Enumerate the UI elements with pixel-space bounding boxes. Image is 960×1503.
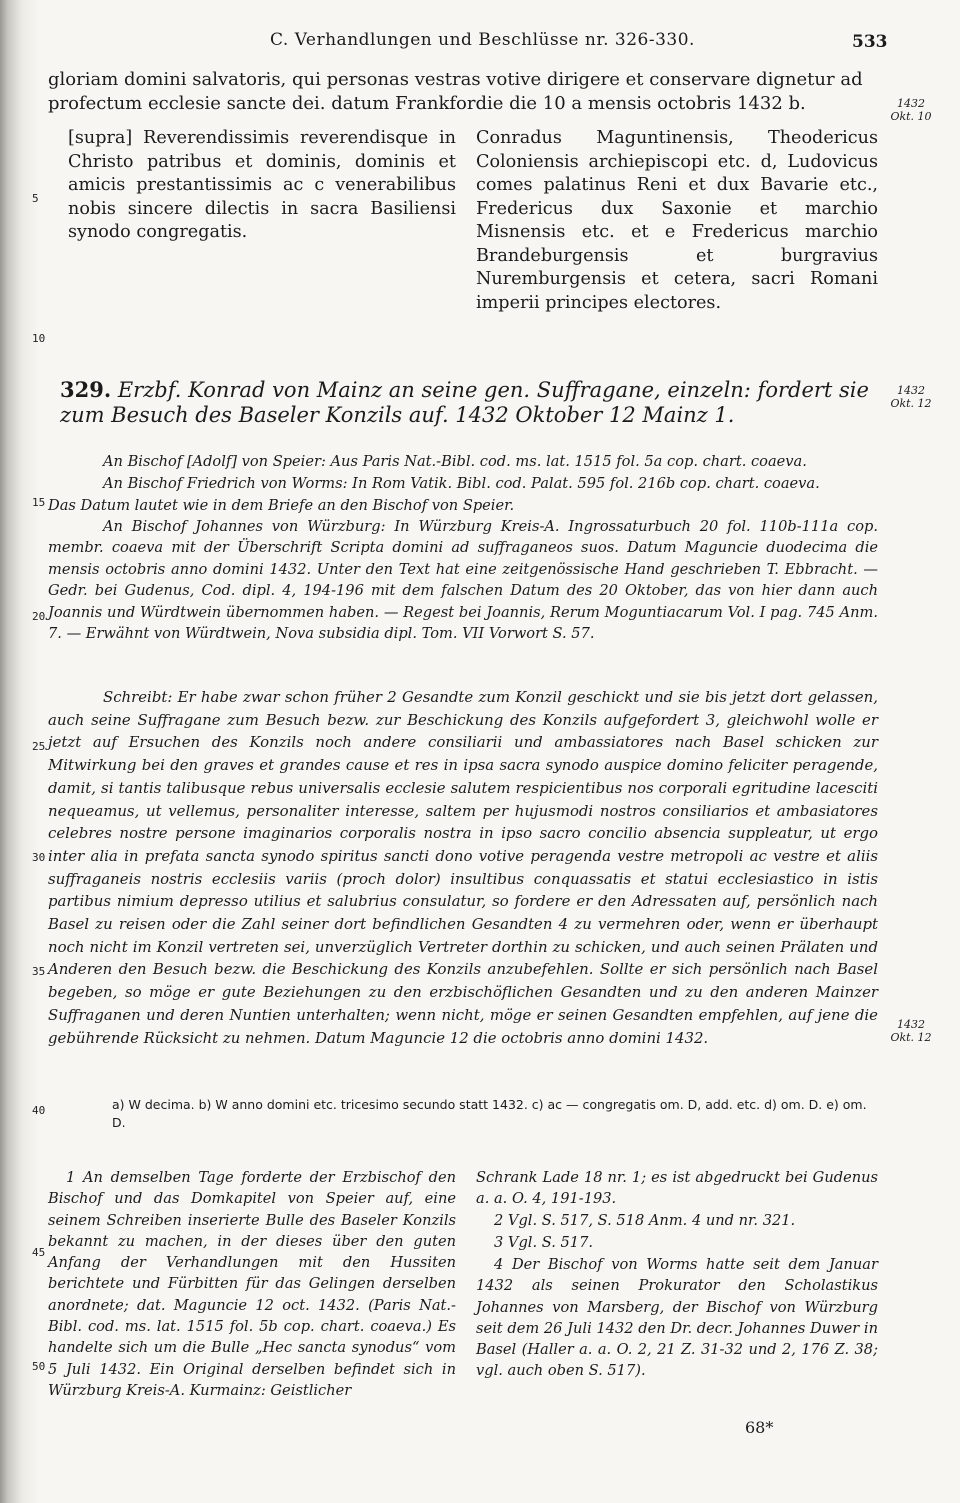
footnote-1-continued: Schrank Lade 18 nr. 1; es ist abgedruckt bei Gudenus a. a. O. 4, 191-193. <box>476 1169 878 1208</box>
running-header <box>0 30 960 56</box>
closing-line: gloriam domini salvatoris, qui personas vestras votive dirigere et conservare dignetur ad <box>48 69 863 90</box>
document-number: 329. <box>60 377 112 402</box>
letter-body: Schreibt: Er habe zwar schon früher 2 Gesandte zum Konzil geschickt und sie bis jetzt dort gelassen, auch seine Suffragane zum Besuch bezw. zur Beschickung des Konzils aufgefordert 3, gleichwohl wolle er jetzt auf Ersuchen des Konzils noch andere consiliarii und ambassiatores nach Basel schicken zur Mitwirkung bei den graves et grandes cause et res in ipsa sacra synodo auspice domino feliciter peragende, damit, si tantis talibusque rebus universalis ecclesie salutem respicientibus nos corporali egritudine lacesciti nequeamus, ut vellemus, personaliter interesse, saltem per hujusmodi nostros consiliarios et ambasiatores celebres nostre persone imaginarios corporalis nostra in ipso sacro concilio absencia suppleatur, ut ergo inter alia in prefata sancta synodo spiritus sancti dono votive peragenda vestre metropoli ac vestre et aliis suffraganeis nostris ecclesiis variis (proch dolor) insultibus conquassatis et statui ecclesiastico in istis partibus nimium depresso utilius et salubrius consulatur, so fordere er den Adressaten auf, persönlich nach Basel zu reisen oder die Zahl seiner dort befindlichen Gesandten 4 zu vermehren oder, wenn er überhaupt noch nicht im Konzil vertreten sei, unverzüglich Vertreter dorthin zu schicken, und auch seinen Prälaten und Anderen den Besuch bezw. die Beschickung des Konzils anzubefehlen. Sollte er sich persönlich nach Basel begeben, so möge er gute Beziehungen zu den erzbischöflichen Gesandten und zu den anderen Mainzer Suffraganen und deren Nuntien unterhalten; wenn nicht, möge er seinen Gesandten empfehlen, auf jene die gebührende Rücksicht zu nehmen. Datum Maguncie 12 die octobris anno domini 1432. <box>48 688 878 1047</box>
margin-date-3: 1432 Okt. 12 <box>890 1018 932 1044</box>
closing-line: profectum ecclesie sancte dei. datum Frankfordie die 10 a mensis octobris 1432 b. <box>48 92 806 114</box>
line-number: 20 <box>32 610 46 623</box>
footnote-4: 4 Der Bischof von Worms hatte seit dem Januar 1432 als seinen Prokurator den Scholastikus Johannes von Marsberg, der Bischof von Würzburg seit dem 26 Juli 1432 den Dr. decr. Johannes Duwer in Basel (Haller a. a. O. 2, 21 Z. 31-32 und 2, 176 Z. 38; vgl. auch oben S. 517). <box>476 1256 878 1380</box>
document-heading <box>60 377 880 428</box>
textual-variants: a) W decima. b) W anno domini etc. tricesimo secundo statt 1432. c) ac — congregatis om. D, add. etc. d) om. D. e) om. D. <box>112 1097 867 1130</box>
footnote-3: 3 Vgl. S. 517. <box>494 1234 593 1251</box>
line-number: 15 <box>32 496 46 509</box>
source-worms <box>48 473 878 494</box>
source-date-note: Das Datum lautet wie in dem Briefe an den Bischof von Speier. <box>48 497 515 514</box>
footnote-1: 1 An demselben Tage forderte der Erzbischof den Bischof und das Domkapitel von Speier auf, eine seinem Schreiben inserierte Bulle des Baseler Konzils bekannt zu machen, in der dieses über den guten Anfang der Verhandlungen mit den Hussiten berichtete und Fürbitten für das Gelingen derselben anordnete; dat. Maguncie 12 oct. 1432. (Paris Nat.-Bibl. cod. ms. lat. 1515 fol. 5b cop. chart. coaeva.) Es handelte sich um die Bulle „Hec sancta synodus“ vom 5 Juli 1432. Ein Original derselben befindet sich in Würzburg Kreis-A. Kurmainz: Geistlicher <box>48 1169 456 1399</box>
source-speier <box>48 451 878 472</box>
line-number: 10 <box>32 332 46 345</box>
footnote-2: 2 Vgl. S. 517, S. 518 Anm. 4 und nr. 321. <box>494 1212 796 1229</box>
source-wuerzburg: An Bischof Johannes von Würzburg: In Würzburg Kreis-A. Ingrossaturbuch 20 fol. 110b-111a cop. membr. coaeva mit der Überschrift Scripta domini ad suffraganeos suos. Datum Maguncie duodecima die mensis octobris anno domini 1432. Unter den Text hat eine zeitgenössische Hand geschrieben T. Ebbracht. — Gedr. bei Gudenus, Cod. dipl. 4, 194-196 mit dem falschen Datum des 20 Oktober, das von hier dann auch Joannis und Würdtwein übernommen haben. — Regest bei Joannis, Rerum Moguntiacarum Vol. I pag. 745 Anm. 7. — Erwähnt von Würdtwein, Nova subsidia dipl. Tom. VII Vorwort S. 57. <box>48 518 878 643</box>
running-title: C. Verhandlungen und Beschlüsse nr. 326-330. <box>270 30 695 50</box>
signature-mark: 68* <box>745 1418 774 1437</box>
line-number: 25 <box>32 740 46 753</box>
line-number: 30 <box>32 851 46 864</box>
margin-date-2: 1432 Okt. 12 <box>890 384 932 410</box>
line-number: 50 <box>32 1360 46 1373</box>
source-speier-text: An Bischof [Adolf] von Speier: Aus Paris Nat.-Bibl. cod. ms. lat. 1515 fol. 5a cop. chart. coaeva. <box>103 453 807 470</box>
page-number: 533 <box>852 32 888 52</box>
address-column: [supra] Reverendissimis reverendisque in Christo patribus et dominis, dominis et amicis prestantissimis ac c venerabilibus nobis sincere dilectis in sacra Basiliensi synodo congregatis. <box>68 128 456 242</box>
margin-date-1: 1432 Okt. 10 <box>890 97 932 123</box>
line-number: 35 <box>32 965 46 978</box>
source-worms-text: An Bischof Friedrich von Worms: In Rom Vatik. Bibl. cod. Palat. 595 fol. 216b cop. chart. coaeva. <box>103 475 820 492</box>
document-title: Erzbf. Konrad von Mainz an seine gen. Suffragane, einzeln: fordert sie zum Besuch des Baseler Konzils auf. 1432 Oktober 12 Mainz 1. <box>60 378 869 427</box>
letter-closing <box>48 68 878 115</box>
line-number: 5 <box>32 192 39 205</box>
line-number: 40 <box>32 1104 46 1117</box>
senders-column: Conradus Maguntinensis, Theodericus Coloniensis archiepiscopi etc. d, Ludovicus comes palatinus Reni et dux Bavarie etc., Fredericus dux Saxonie et marchio Misnensis etc. et e Fredericus marchio Brandeburgensis et burgravius Nuremburgensis et cetera, sacri Romani imperii principes electores. <box>476 128 878 313</box>
line-number: 45 <box>32 1246 46 1259</box>
